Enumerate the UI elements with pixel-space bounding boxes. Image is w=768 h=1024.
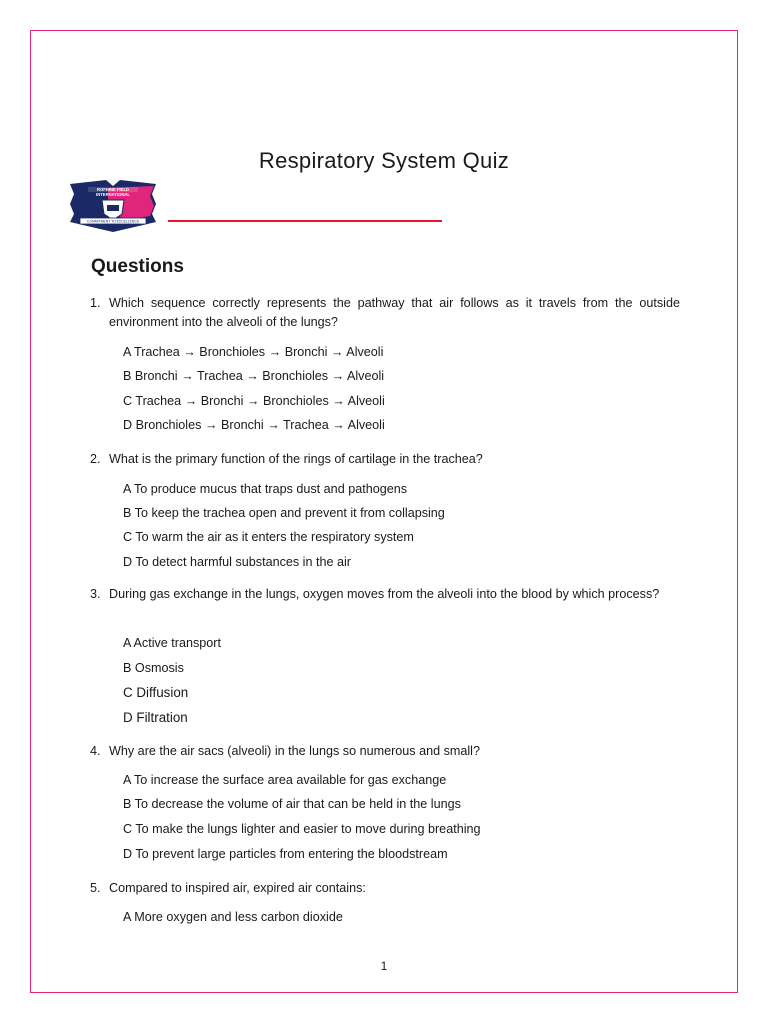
option-d: D To prevent large particles from entering the bloodstream bbox=[123, 847, 448, 861]
option-a: A More oxygen and less carbon dioxide bbox=[123, 910, 343, 924]
question-3 bbox=[90, 585, 680, 604]
option-c: C To make the lungs lighter and easier to move during breathing bbox=[123, 822, 481, 836]
question-stem: Why are the air sacs (alveoli) in the lungs so numerous and small? bbox=[109, 744, 480, 758]
school-logo bbox=[66, 180, 160, 236]
question-number: 5. bbox=[90, 881, 101, 895]
question-number: 4. bbox=[90, 744, 101, 758]
section-heading: Questions bbox=[91, 256, 184, 277]
option-b: B Osmosis bbox=[123, 661, 184, 675]
option-a: A Active transport bbox=[123, 636, 222, 650]
question-1 bbox=[90, 294, 680, 332]
question-number: 3. bbox=[90, 587, 101, 601]
question-number: 2. bbox=[90, 452, 101, 466]
logo-name-line2: INTERNATIONAL bbox=[96, 192, 130, 197]
option-c: C Diffusion bbox=[123, 685, 189, 700]
question-stem: Compared to inspired air, expired air contains: bbox=[109, 881, 366, 895]
option-a: A To increase the surface area available for gas exchange bbox=[123, 773, 447, 787]
option-d: D Bronchioles → Bronchi → Trachea → Alveoli bbox=[123, 418, 385, 432]
question-5 bbox=[90, 879, 680, 898]
option-b: B To decrease the volume of air that can be held in the lungs bbox=[123, 797, 461, 811]
question-stem: What is the primary function of the rings of cartilage in the trachea? bbox=[109, 452, 483, 466]
option-b: B Bronchi → Trachea → Bronchioles → Alveoli bbox=[123, 369, 385, 383]
option-a: A To produce mucus that traps dust and pathogens bbox=[123, 482, 408, 496]
option-d: D To detect harmful substances in the air bbox=[123, 555, 351, 569]
option-d: D Filtration bbox=[123, 710, 188, 725]
question-stem: During gas exchange in the lungs, oxygen moves from the alveoli into the blood by which process? bbox=[109, 587, 660, 601]
option-c: C Trachea → Bronchi → Bronchioles → Alveoli bbox=[123, 394, 385, 408]
question-stem: Which sequence correctly represents the pathway that air follows as it travels from the outside environment into the alveoli of the lungs? bbox=[109, 296, 680, 329]
page-title: Respiratory System Quiz bbox=[258, 148, 510, 173]
question-2 bbox=[90, 450, 680, 469]
option-c: C To warm the air as it enters the respiratory system bbox=[123, 530, 414, 544]
logo-motto: COMMITMENT TO EXCELLENCE bbox=[86, 219, 140, 224]
logo-name-line1: ROFHINE FIELD bbox=[96, 187, 130, 192]
title-underline bbox=[168, 220, 442, 222]
option-a: A Trachea → Bronchioles → Bronchi → Alveoli bbox=[123, 345, 384, 359]
question-number: 1. bbox=[90, 296, 101, 310]
option-b: B To keep the trachea open and prevent it from collapsing bbox=[123, 506, 445, 520]
page-number: 1 bbox=[380, 959, 388, 973]
question-4 bbox=[90, 742, 680, 761]
